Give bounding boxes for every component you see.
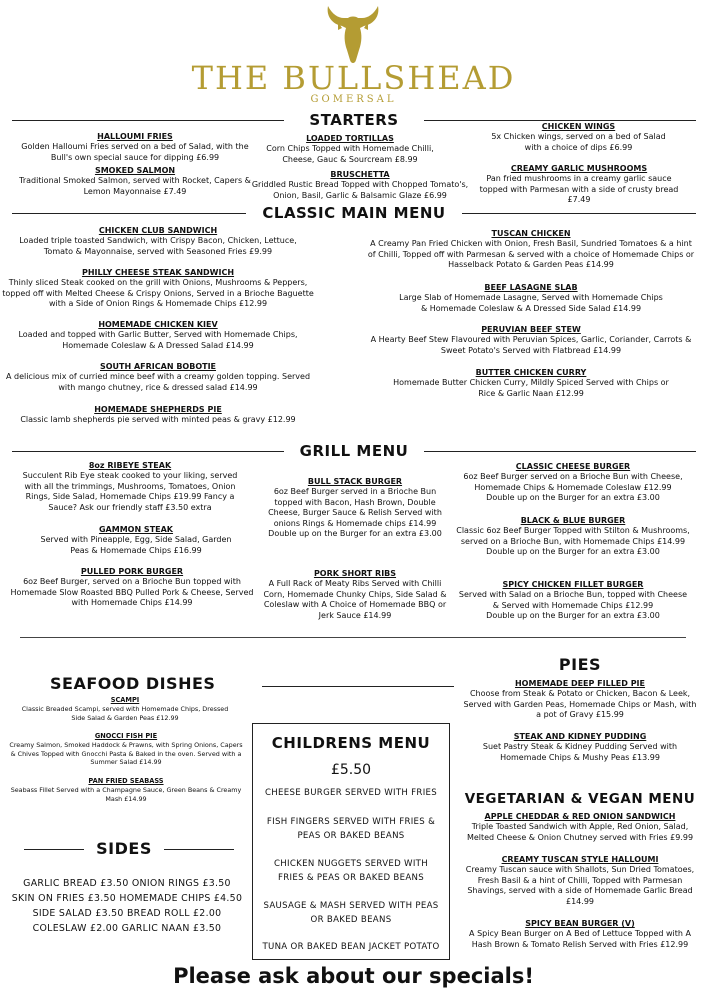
veg-heading: VEGETARIAN & VEGAN MENU — [464, 791, 696, 807]
divider — [12, 213, 246, 214]
item-title: SCAMPI — [110, 696, 140, 704]
item-title: SPICY BEAN BURGER (V) — [525, 919, 635, 928]
item-extra: Double up on the Burger for an extra £3.00 — [486, 611, 660, 620]
seafood-heading: SEAFOOD DISHES — [50, 674, 216, 693]
menu-item — [386, 368, 676, 399]
item-desc: Served with Salad on a Brioche Bun, topped with Cheese & Served with Homemade Chips £12.99 — [458, 590, 688, 610]
item-title: GAMMON STEAK — [98, 525, 174, 534]
menu-item — [240, 170, 480, 201]
sides-list — [2, 876, 252, 936]
item-desc: 5x Chicken wings, served on a bed of Salad with a choice of dips £6.99 — [491, 132, 666, 152]
menu-item — [448, 462, 698, 504]
item-title: BEEF LASAGNE SLAB — [484, 283, 578, 292]
menu-item — [456, 516, 690, 558]
item-desc: 6oz Beef Burger served in a Brioche Bun topped with Bacon, Hash Brown, Double Cheese, Burger Sauce & Relish Served with onions Rings & Homemade chips £14.99 — [268, 487, 442, 528]
menu-item — [486, 122, 671, 153]
pies-heading: PIES — [558, 655, 602, 674]
divider — [20, 637, 686, 638]
bull-head-icon — [324, 4, 382, 66]
starters-heading: STARTERS — [309, 111, 399, 129]
divider — [24, 849, 84, 850]
item-title: APPLE CHEDDAR & RED ONION SANDWICH — [484, 812, 676, 821]
logo-location: GOMERSAL — [310, 94, 397, 105]
item-title: BUTTER CHICKEN CURRY — [475, 368, 587, 377]
side-line: SKIN ON FRIES £3.50 HOMEMADE CHIPS £4.50 — [11, 893, 243, 904]
menu-item — [2, 268, 314, 310]
menu-item — [10, 132, 260, 163]
logo-name: THE BULLSHEAD — [191, 59, 516, 97]
item-desc: A Spicy Bean Burger on A Bed of Lettuce Topped with A Hash Brown & Tomato Relish Served with Fries £12.99 — [469, 929, 691, 949]
item-desc: Classic lamb shepherds pie served with minted peas & gravy £12.99 — [20, 415, 296, 424]
menu-item — [366, 229, 696, 271]
item-desc: Large Slab of Homemade Lasagne, Served with Homemade Chips & Homemade Coleslaw & A Dressed Side Salad £14.99 — [399, 293, 663, 313]
item-title: STEAK AND KIDNEY PUDDING — [513, 732, 647, 741]
item-desc: Choose from Steak & Potato or Chicken, Bacon & Leek, Served with Garden Peas, Homemade Chips or Mash, with a pot of Gravy £15.99 — [463, 689, 697, 719]
item-title: HOMEMADE SHEPHERDS PIE — [94, 405, 222, 414]
item-desc: Traditional Smoked Salmon, served with Rocket, Capers & Lemon Mayonnaise £7.49 — [19, 176, 251, 196]
item-extra: Double up on the Burger for an extra £3.00 — [486, 493, 660, 502]
item-desc: Loaded and topped with Garlic Butter, Served with Homemade Chips, Homemade Coleslaw & A Dressed Salad £14.99 — [18, 330, 298, 350]
item-title: BULL STACK BURGER — [307, 477, 403, 486]
item-title: TUSCAN CHICKEN — [491, 229, 571, 238]
menu-item — [18, 320, 298, 351]
menu-item — [396, 283, 666, 314]
item-desc: Loaded triple toasted Sandwich, with Crispy Bacon, Chicken, Lettuce, Tomato & Mayonnaise, served with Seasoned Fries £9.99 — [19, 236, 297, 256]
item-desc: Triple Toasted Sandwich with Apple, Red Onion, Salad, Melted Cheese & Onion Chutney served with Fries £9.99 — [466, 822, 694, 842]
item-desc: A delicious mix of curried mince beef with a creamy golden topping. Served with mango chutney, rice & dressed salad £14.99 — [5, 372, 311, 392]
item-title: GNOCCI FISH PIE — [94, 732, 158, 740]
item-desc: 6oz Beef Burger served on a Brioche Bun with Cheese, Homemade Chips & Homemade Coleslaw £12.99 — [463, 472, 683, 492]
item-desc: 6oz Beef Burger, served on a Brioche Bun topped with Homemade Slow Roasted BBQ Pulled Pork & Cheese, Served with Homemade Chips £14.99 — [10, 577, 254, 607]
divider — [424, 451, 696, 452]
menu-item — [16, 461, 244, 513]
main-heading: CLASSIC MAIN MENU — [262, 204, 446, 222]
item-desc: Homemade Butter Chicken Curry, Mildly Spiced Served with Chips or Rice & Garlic Naan £12.99 — [393, 378, 669, 398]
menu-item — [8, 226, 308, 257]
divider — [262, 686, 454, 687]
logo — [0, 0, 707, 108]
item-title: SPICY CHICKEN FILLET BURGER — [502, 580, 644, 589]
item-desc: Succulent Rib Eye steak cooked to your liking, served with all the trimmings, Mushrooms, Tomatoes, Onion Rings, Side Salad, Homemade Chips £19.99 Fancy a Sauce? Ask our friendly staff £3.50 extra — [22, 471, 238, 512]
childrens-heading: CHILDRENS MENU — [271, 734, 431, 752]
kids-item: CHICKEN NUGGETS SERVED WITH FRIES & PEAS OR BAKED BEANS — [273, 859, 428, 883]
specials-footer: Please ask about our specials! — [173, 964, 534, 988]
item-desc: Classic Breaded Scampi, served with Homemade Chips, Dressed Side Salad & Garden Peas £12.99 — [21, 705, 229, 722]
menu-item — [36, 525, 236, 556]
divider — [12, 451, 284, 452]
item-title: SOUTH AFRICAN BOBOTIE — [99, 362, 217, 371]
item-title: BLACK & BLUE BURGER — [520, 516, 626, 525]
side-line: COLESLAW £2.00 GARLIC NAAN £3.50 — [32, 923, 222, 934]
menu-item — [268, 477, 442, 540]
menu-item — [10, 166, 260, 197]
item-title: HALLOUMI FRIES — [97, 132, 173, 141]
menu-item — [466, 732, 694, 763]
item-title: CHICKEN WINGS — [541, 122, 616, 131]
grill-heading: GRILL MENU — [299, 442, 409, 460]
item-desc: Served with Pineapple, Egg, Side Salad, Garden Peas & Homemade Chips £16.99 — [40, 535, 232, 555]
childrens-price: £5.50 — [330, 762, 372, 778]
item-desc: A Full Rack of Meaty Ribs Served with Chilli Corn, Homemade Chunky Chips, Side Salad & Coleslaw with A Choice of Homemade BBQ or Jerk Sauce £14.99 — [263, 579, 447, 620]
divider — [462, 213, 696, 214]
menu-item — [6, 732, 246, 767]
menu-item — [250, 134, 450, 165]
item-desc: A Creamy Pan Fried Chicken with Onion, Fresh Basil, Sundried Tomatoes & a hint of Chilli, Topped off with Parmesan & served with a choice of Homemade Chips or Hasselback Potato & Garden Peas £14.99 — [367, 239, 695, 269]
menu-item — [4, 362, 312, 393]
kids-item: FISH FINGERS SERVED WITH FRIES & PEAS OR BAKED BEANS — [266, 817, 436, 841]
item-desc: Thinly sliced Steak cooked on the grill with Onions, Mushrooms & Peppers, topped off with Melted Cheese & Crispy Onions, Served in a Brioche Baguette with a Side of Onion Rings & Homemade Chips £12.99 — [2, 278, 314, 308]
item-title: CLASSIC CHEESE BURGER — [515, 462, 631, 471]
sides-heading: SIDES — [96, 839, 152, 858]
item-desc: Pan fried mushrooms in a creamy garlic sauce topped with Parmesan with a side of crusty bread £7.49 — [479, 174, 679, 204]
divider — [12, 120, 284, 121]
item-title: CREAMY GARLIC MUSHROOMS — [510, 164, 648, 173]
item-title: BRUSCHETTA — [330, 170, 390, 179]
item-desc: Seabass Fillet Served with a Champagne Sauce, Green Beans & Creamy Mash £14.99 — [10, 786, 242, 803]
menu-item — [14, 696, 236, 722]
item-title: PULLED PORK BURGER — [80, 567, 184, 576]
menu-item — [460, 855, 700, 907]
kids-item: TUNA OR BAKED BEAN JACKET POTATO — [262, 942, 440, 952]
item-title: PERUVIAN BEEF STEW — [481, 325, 581, 334]
item-title: PHILLY CHEESE STEAK SANDWICH — [81, 268, 235, 277]
side-line: GARLIC BREAD £3.50 ONION RINGS £3.50 — [23, 878, 231, 889]
item-title: HOMEMADE DEEP FILLED PIE — [514, 679, 645, 688]
menu-item — [4, 567, 260, 609]
item-title: LOADED TORTILLAS — [306, 134, 394, 143]
menu-item — [8, 405, 308, 426]
item-title: CREAMY TUSCAN STYLE HALLOUMI — [501, 855, 659, 864]
menu-item — [262, 569, 448, 621]
menu-item — [456, 580, 690, 622]
item-desc: A Hearty Beef Stew Flavoured with Peruvian Spices, Garlic, Coriander, Carrots & Sweet Potato's Served with Flatbread £14.99 — [370, 335, 692, 355]
item-desc: Creamy Salmon, Smoked Haddock & Prawns, with Spring Onions, Capers & Chives Topped with Gnocchi Pasta & Baked in the oven. Served with a Summer Salad £14.99 — [9, 741, 243, 767]
item-title: SMOKED SALMON — [94, 166, 176, 175]
item-desc: Griddled Rustic Bread Topped with Chopped Tomato's, Onion, Basil, Garlic & Balsamic Glaze £6.99 — [251, 180, 469, 200]
item-desc: Creamy Tuscan sauce with Shallots, Sun Dried Tomatoes, Fresh Basil & a hint of Chilli, Topped with Parmesan Shavings, served with a side of Homemade Garlic Bread £14.99 — [465, 865, 695, 906]
divider — [164, 849, 234, 850]
item-desc: Suet Pastry Steak & Kidney Pudding Served with Homemade Chips & Mushy Peas £13.99 — [482, 742, 678, 762]
menu-item — [458, 812, 702, 843]
item-title: HOMEMADE CHICKEN KIEV — [98, 320, 218, 329]
menu-item — [458, 919, 702, 950]
side-line: SIDE SALAD £3.50 BREAD ROLL £2.00 — [32, 908, 222, 919]
item-title: PORK SHORT RIBS — [313, 569, 397, 578]
menu-item — [368, 325, 694, 356]
kids-item: SAUSAGE & MASH SERVED WITH PEAS OR BAKED BEANS — [263, 901, 439, 925]
item-title: PAN FRIED SEABASS — [88, 777, 164, 785]
menu-item — [10, 777, 242, 803]
item-title: 8oz RIBEYE STEAK — [88, 461, 172, 470]
menu-item — [462, 679, 698, 721]
item-desc: Classic 6oz Beef Burger Topped with Stilton & Mushrooms, served on a Brioche Bun, with Homemade Chips £14.99 — [456, 526, 690, 546]
item-title: CHICKEN CLUB SANDWICH — [98, 226, 218, 235]
item-desc: Corn Chips Topped with Homemade Chilli, Cheese, Gauc & Sourcream £8.99 — [266, 144, 434, 164]
divider — [424, 120, 696, 121]
item-extra: Double up on the Burger for an extra £3.00 — [268, 529, 442, 538]
item-extra: Double up on the Burger for an extra £3.00 — [486, 547, 660, 556]
item-desc: Golden Halloumi Fries served on a bed of Salad, with the Bull's own special sauce for dipping £6.99 — [21, 142, 249, 162]
kids-item: CHEESE BURGER SERVED WITH FRIES — [264, 788, 438, 798]
menu-item — [474, 164, 684, 206]
